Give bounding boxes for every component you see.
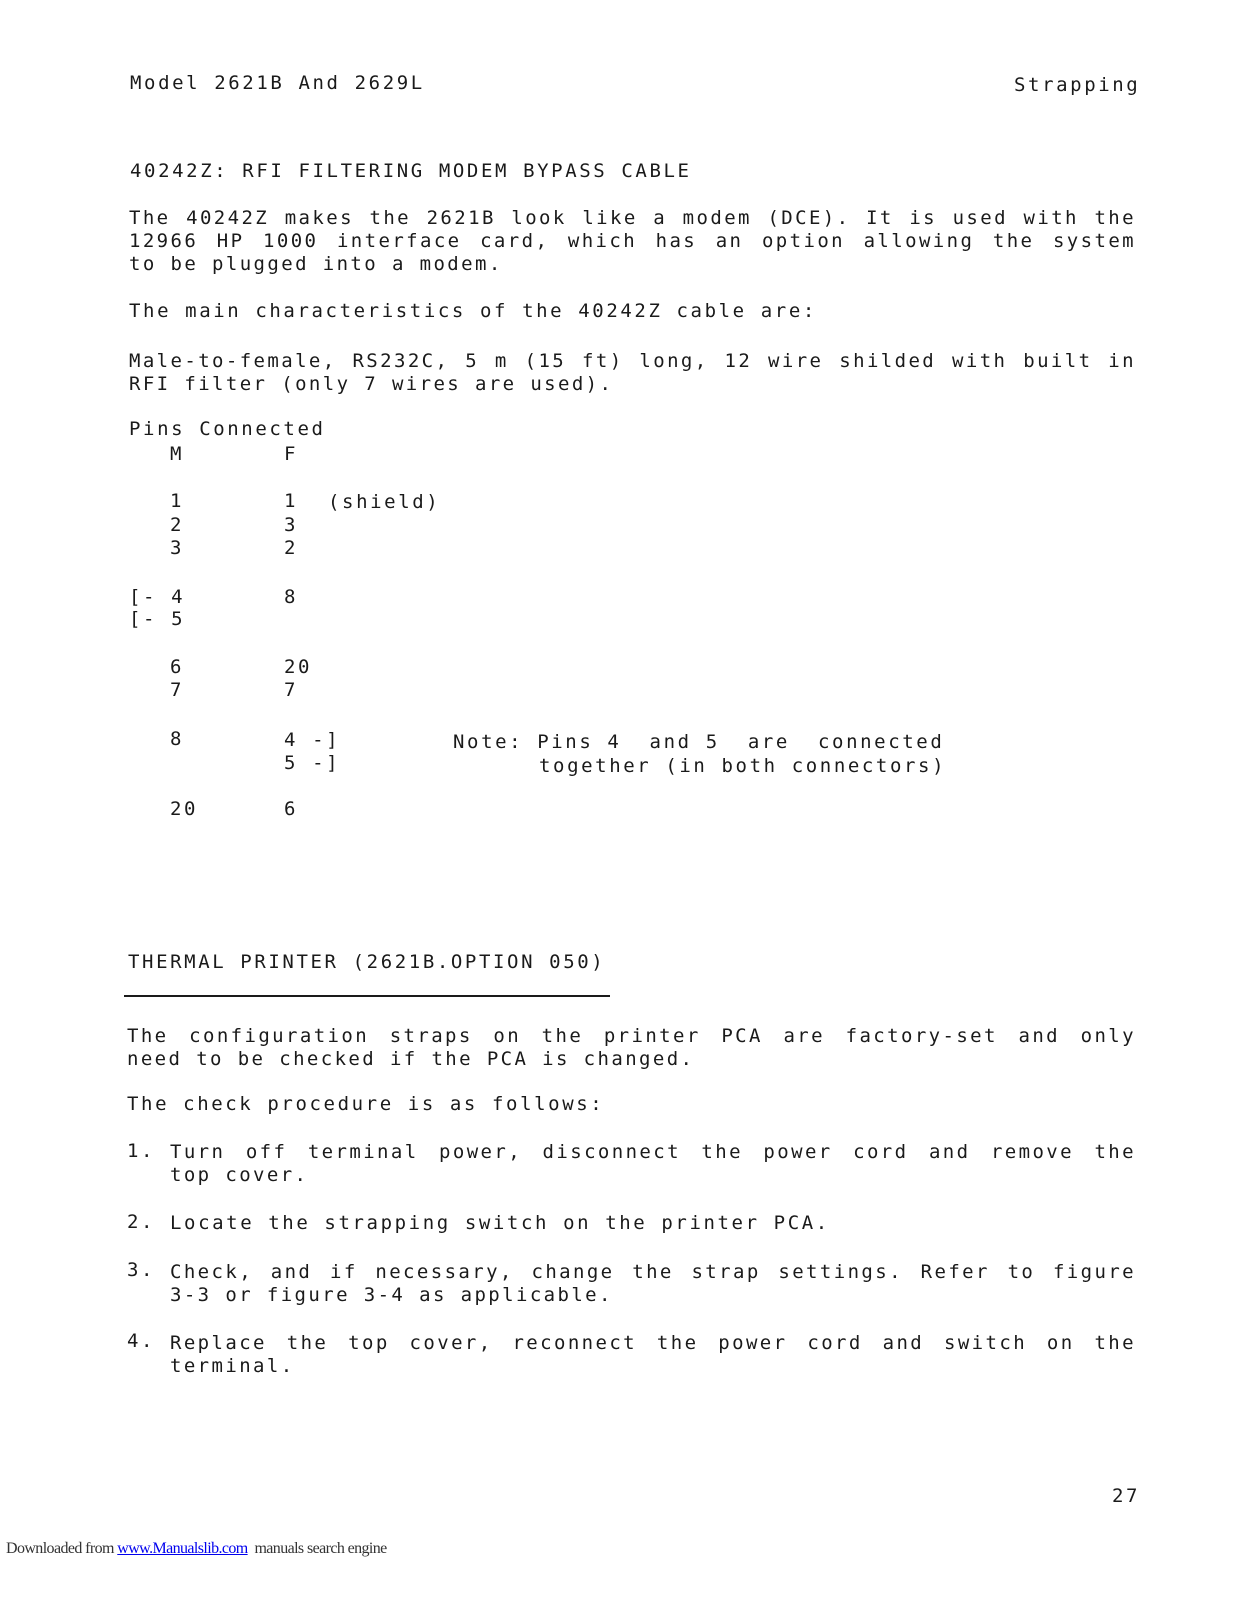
step-number-3: 3. xyxy=(127,1259,156,1281)
step-line: terminal. xyxy=(170,1355,295,1377)
printer-intro-paragraph xyxy=(127,1025,1136,1071)
footer-prefix: Downloaded from xyxy=(6,1540,118,1557)
step-number-2: 2. xyxy=(127,1211,156,1233)
step-line: Turn off terminal power, disconnect the power cord and remove the xyxy=(170,1141,1136,1163)
cable-spec-paragraph xyxy=(129,350,1136,396)
section-title-cable: 40242Z: RFI FILTERING MODEM BYPASS CABLE xyxy=(130,160,692,182)
cable-intro-paragraph xyxy=(129,207,1136,276)
step-line: Replace the top cover, reconnect the power cord and switch on the xyxy=(170,1332,1136,1354)
para-line: The 40242Z makes the 2621B look like a modem (DCE). It is used with the xyxy=(129,207,1136,229)
para-line: need to be checked if the PCA is changed. xyxy=(127,1048,695,1070)
pin-m-1: 1 xyxy=(170,490,185,512)
manualslib-link[interactable]: www.Manualslib.com xyxy=(117,1540,248,1557)
pin-f-4: 8 xyxy=(284,586,299,608)
procedure-heading: The check procedure is as follows: xyxy=(127,1093,605,1115)
step-2: Locate the strapping switch on the printer PCA. xyxy=(170,1212,830,1234)
step-1 xyxy=(170,1141,1136,1187)
pin-f-6: 20 xyxy=(284,656,313,678)
step-line: 3-3 or figure 3-4 as applicable. xyxy=(170,1284,613,1306)
step-line: top cover. xyxy=(170,1164,309,1186)
header-model: Model 2621B And 2629L xyxy=(130,72,425,94)
para-line: to be plugged into a modem. xyxy=(129,253,503,275)
pin-m-20: 20 xyxy=(170,798,199,820)
characteristics-heading: The main characteristics of the 40242Z cable are: xyxy=(129,300,817,322)
pin-f-9-bracket: 5 -] xyxy=(284,752,341,774)
pin-m-6: 6 xyxy=(170,656,185,678)
pin-m-7: 7 xyxy=(170,679,185,701)
pin-f-7: 7 xyxy=(284,679,299,701)
page-number: 27 xyxy=(1112,1485,1141,1507)
pin-f-1: 1 xyxy=(284,490,299,512)
para-line: The configuration straps on the printer PCA are factory-set and only xyxy=(127,1025,1136,1047)
note-line-1: Note: Pins 4 and 5 are connected xyxy=(453,731,945,753)
step-4 xyxy=(170,1332,1136,1378)
footer-suffix: manuals search engine xyxy=(247,1540,387,1557)
pin-m-3: 3 xyxy=(170,537,185,559)
title-underline xyxy=(124,995,610,997)
column-m-label: M xyxy=(170,443,185,465)
section-title-printer: THERMAL PRINTER (2621B.OPTION 050) xyxy=(128,951,606,973)
header-section: Strapping xyxy=(1014,74,1141,96)
pin-f-8-bracket: 4 -] xyxy=(284,729,341,751)
pins-heading: Pins Connected xyxy=(129,418,326,440)
note-line-2: together (in both connectors) xyxy=(539,755,947,777)
step-number-1: 1. xyxy=(127,1140,156,1162)
step-3 xyxy=(170,1261,1136,1307)
pin-m-4-bracket: [- 4 xyxy=(129,586,186,608)
pin-f-3: 2 xyxy=(284,537,299,559)
step-line: Check, and if necessary, change the strap settings. Refer to figure xyxy=(170,1261,1136,1283)
download-footer xyxy=(6,1540,387,1558)
pin-m-2: 2 xyxy=(170,514,185,536)
pin-shield-label: (shield) xyxy=(328,491,441,513)
para-line: RFI filter (only 7 wires are used). xyxy=(129,373,614,395)
column-f-label: F xyxy=(284,443,299,465)
pin-f-20: 6 xyxy=(284,798,299,820)
para-line: 12966 HP 1000 interface card, which has an option allowing the system xyxy=(129,230,1136,252)
pin-m-8: 8 xyxy=(170,728,185,750)
step-number-4: 4. xyxy=(127,1330,156,1352)
pin-m-5-bracket: [- 5 xyxy=(129,608,186,630)
para-line: Male-to-female, RS232C, 5 m (15 ft) long, 12 wire shilded with built in xyxy=(129,350,1136,372)
pin-f-2: 3 xyxy=(284,514,299,536)
